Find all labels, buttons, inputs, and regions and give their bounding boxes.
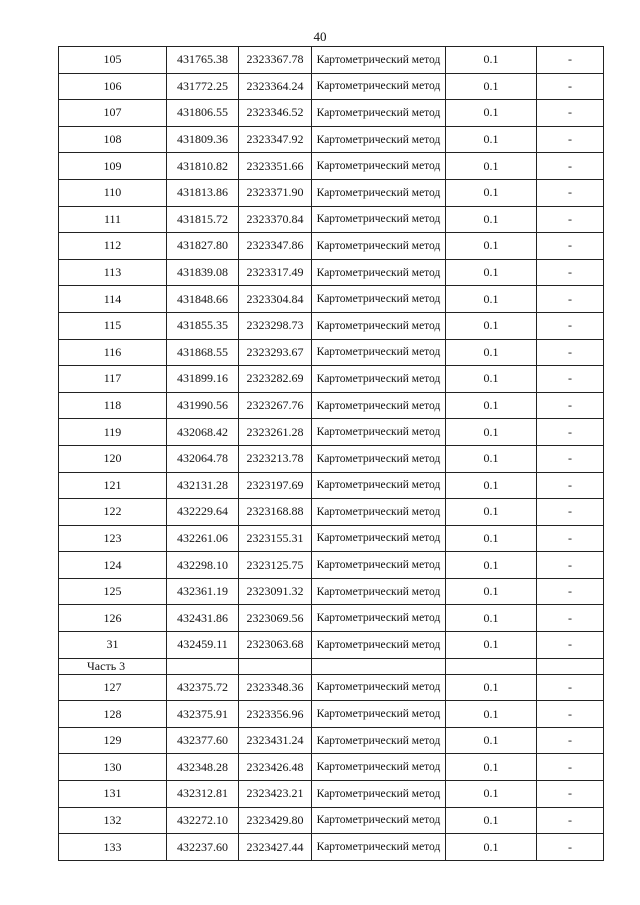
x-coordinate-cell: 431990.56 (167, 392, 239, 419)
table-body-before-part (59, 47, 604, 659)
method-cell: Картометрический метод (312, 73, 446, 100)
accuracy-cell: 0.1 (446, 233, 537, 260)
table-row (59, 259, 604, 286)
empty-cell (312, 658, 446, 674)
x-coordinate-cell: 431868.55 (167, 339, 239, 366)
y-coordinate-cell: 2323370.84 (239, 206, 312, 233)
point-number-cell: 113 (59, 259, 167, 286)
y-coordinate-cell: 2323197.69 (239, 472, 312, 499)
point-number-cell: 112 (59, 233, 167, 260)
y-coordinate-cell: 2323367.78 (239, 47, 312, 74)
x-coordinate-cell: 432377.60 (167, 727, 239, 754)
x-coordinate-cell: 432229.64 (167, 499, 239, 526)
note-cell: - (537, 499, 604, 526)
table-row (59, 605, 604, 632)
method-cell: Картометрический метод (312, 472, 446, 499)
method-cell: Картометрический метод (312, 259, 446, 286)
method-cell: Картометрический метод (312, 100, 446, 127)
method-cell: Картометрический метод (312, 834, 446, 861)
x-coordinate-cell: 431848.66 (167, 286, 239, 313)
method-cell: Картометрический метод (312, 499, 446, 526)
x-coordinate-cell: 431810.82 (167, 153, 239, 180)
x-coordinate-cell: 432064.78 (167, 445, 239, 472)
note-cell: - (537, 727, 604, 754)
note-cell: - (537, 259, 604, 286)
method-cell: Картометрический метод (312, 445, 446, 472)
y-coordinate-cell: 2323168.88 (239, 499, 312, 526)
accuracy-cell: 0.1 (446, 445, 537, 472)
accuracy-cell: 0.1 (446, 834, 537, 861)
point-number-cell: 125 (59, 578, 167, 605)
note-cell: - (537, 73, 604, 100)
point-number-cell: 114 (59, 286, 167, 313)
point-number-cell: 107 (59, 100, 167, 127)
method-cell: Картометрический метод (312, 578, 446, 605)
table-row (59, 834, 604, 861)
note-cell: - (537, 445, 604, 472)
method-cell: Картометрический метод (312, 605, 446, 632)
y-coordinate-cell: 2323069.56 (239, 605, 312, 632)
x-coordinate-cell: 431899.16 (167, 366, 239, 393)
table-row (59, 100, 604, 127)
note-cell: - (537, 578, 604, 605)
table-row (59, 153, 604, 180)
note-cell: - (537, 312, 604, 339)
empty-cell (446, 658, 537, 674)
method-cell: Картометрический метод (312, 807, 446, 834)
part-label: Часть 3 (59, 658, 167, 674)
point-number-cell: 119 (59, 419, 167, 446)
method-cell: Картометрический метод (312, 781, 446, 808)
y-coordinate-cell: 2323426.48 (239, 754, 312, 781)
table-row (59, 781, 604, 808)
empty-cell (537, 658, 604, 674)
method-cell: Картометрический метод (312, 179, 446, 206)
table-row (59, 392, 604, 419)
x-coordinate-cell: 432459.11 (167, 632, 239, 659)
y-coordinate-cell: 2323347.92 (239, 126, 312, 153)
y-coordinate-cell: 2323346.52 (239, 100, 312, 127)
note-cell: - (537, 834, 604, 861)
table-row (59, 674, 604, 701)
point-number-cell: 124 (59, 552, 167, 579)
method-cell: Картометрический метод (312, 153, 446, 180)
y-coordinate-cell: 2323293.67 (239, 339, 312, 366)
table-row (59, 47, 604, 74)
y-coordinate-cell: 2323356.96 (239, 701, 312, 728)
point-number-cell: 117 (59, 366, 167, 393)
method-cell: Картометрический метод (312, 366, 446, 393)
x-coordinate-cell: 432272.10 (167, 807, 239, 834)
accuracy-cell: 0.1 (446, 781, 537, 808)
y-coordinate-cell: 2323364.24 (239, 73, 312, 100)
y-coordinate-cell: 2323429.80 (239, 807, 312, 834)
method-cell: Картометрический метод (312, 674, 446, 701)
accuracy-cell: 0.1 (446, 419, 537, 446)
note-cell: - (537, 807, 604, 834)
point-number-cell: 128 (59, 701, 167, 728)
point-number-cell: 111 (59, 206, 167, 233)
method-cell: Картометрический метод (312, 754, 446, 781)
x-coordinate-cell: 432431.86 (167, 605, 239, 632)
x-coordinate-cell: 432261.06 (167, 525, 239, 552)
accuracy-cell: 0.1 (446, 605, 537, 632)
point-number-cell: 110 (59, 179, 167, 206)
point-number-cell: 133 (59, 834, 167, 861)
x-coordinate-cell: 432068.42 (167, 419, 239, 446)
accuracy-cell: 0.1 (446, 632, 537, 659)
table-body-part-header (59, 658, 604, 674)
note-cell: - (537, 286, 604, 313)
y-coordinate-cell: 2323371.90 (239, 179, 312, 206)
note-cell: - (537, 179, 604, 206)
table-row (59, 366, 604, 393)
point-number-cell: 106 (59, 73, 167, 100)
y-coordinate-cell: 2323317.49 (239, 259, 312, 286)
note-cell: - (537, 701, 604, 728)
empty-cell (167, 658, 239, 674)
point-number-cell: 116 (59, 339, 167, 366)
x-coordinate-cell: 431855.35 (167, 312, 239, 339)
y-coordinate-cell: 2323347.86 (239, 233, 312, 260)
method-cell: Картометрический метод (312, 552, 446, 579)
point-number-cell: 132 (59, 807, 167, 834)
note-cell: - (537, 552, 604, 579)
table-row (59, 286, 604, 313)
accuracy-cell: 0.1 (446, 701, 537, 728)
y-coordinate-cell: 2323261.28 (239, 419, 312, 446)
point-number-cell: 126 (59, 605, 167, 632)
x-coordinate-cell: 432298.10 (167, 552, 239, 579)
point-number-cell: 108 (59, 126, 167, 153)
point-number-cell: 130 (59, 754, 167, 781)
point-number-cell: 31 (59, 632, 167, 659)
accuracy-cell: 0.1 (446, 312, 537, 339)
point-number-cell: 115 (59, 312, 167, 339)
point-number-cell: 129 (59, 727, 167, 754)
accuracy-cell: 0.1 (446, 366, 537, 393)
note-cell: - (537, 153, 604, 180)
note-cell: - (537, 632, 604, 659)
note-cell: - (537, 605, 604, 632)
x-coordinate-cell: 432348.28 (167, 754, 239, 781)
table-row (59, 754, 604, 781)
x-coordinate-cell: 431772.25 (167, 73, 239, 100)
note-cell: - (537, 781, 604, 808)
method-cell: Картометрический метод (312, 392, 446, 419)
accuracy-cell: 0.1 (446, 179, 537, 206)
accuracy-cell: 0.1 (446, 674, 537, 701)
x-coordinate-cell: 431806.55 (167, 100, 239, 127)
y-coordinate-cell: 2323282.69 (239, 366, 312, 393)
note-cell: - (537, 392, 604, 419)
note-cell: - (537, 339, 604, 366)
x-coordinate-cell: 432312.81 (167, 781, 239, 808)
accuracy-cell: 0.1 (446, 47, 537, 74)
point-number-cell: 120 (59, 445, 167, 472)
x-coordinate-cell: 432375.91 (167, 701, 239, 728)
x-coordinate-cell: 431827.80 (167, 233, 239, 260)
method-cell: Картометрический метод (312, 419, 446, 446)
page-number: 40 (313, 29, 327, 44)
note-cell: - (537, 525, 604, 552)
y-coordinate-cell: 2323155.31 (239, 525, 312, 552)
point-number-cell: 131 (59, 781, 167, 808)
method-cell: Картометрический метод (312, 233, 446, 260)
table-row (59, 312, 604, 339)
table-row (59, 552, 604, 579)
x-coordinate-cell: 431839.08 (167, 259, 239, 286)
note-cell: - (537, 233, 604, 260)
table-row (59, 525, 604, 552)
note-cell: - (537, 126, 604, 153)
x-coordinate-cell: 431765.38 (167, 47, 239, 74)
note-cell: - (537, 674, 604, 701)
table-row (59, 807, 604, 834)
accuracy-cell: 0.1 (446, 392, 537, 419)
table-row (59, 233, 604, 260)
table-row (59, 445, 604, 472)
y-coordinate-cell: 2323267.76 (239, 392, 312, 419)
table-row (59, 632, 604, 659)
table-row (59, 339, 604, 366)
part-row (59, 658, 604, 674)
accuracy-cell: 0.1 (446, 126, 537, 153)
accuracy-cell: 0.1 (446, 727, 537, 754)
accuracy-cell: 0.1 (446, 259, 537, 286)
table-row (59, 179, 604, 206)
x-coordinate-cell: 431813.86 (167, 179, 239, 206)
point-number-cell: 122 (59, 499, 167, 526)
x-coordinate-cell: 431809.36 (167, 126, 239, 153)
y-coordinate-cell: 2323091.32 (239, 578, 312, 605)
table-body-after-part (59, 674, 604, 860)
method-cell: Картометрический метод (312, 339, 446, 366)
coordinates-table (58, 46, 604, 861)
accuracy-cell: 0.1 (446, 153, 537, 180)
y-coordinate-cell: 2323298.73 (239, 312, 312, 339)
method-cell: Картометрический метод (312, 727, 446, 754)
table-row (59, 701, 604, 728)
method-cell: Картометрический метод (312, 701, 446, 728)
x-coordinate-cell: 432237.60 (167, 834, 239, 861)
table-row (59, 126, 604, 153)
y-coordinate-cell: 2323063.68 (239, 632, 312, 659)
table-row (59, 73, 604, 100)
y-coordinate-cell: 2323431.24 (239, 727, 312, 754)
note-cell: - (537, 419, 604, 446)
y-coordinate-cell: 2323213.78 (239, 445, 312, 472)
method-cell: Картометрический метод (312, 126, 446, 153)
accuracy-cell: 0.1 (446, 206, 537, 233)
point-number-cell: 105 (59, 47, 167, 74)
method-cell: Картометрический метод (312, 286, 446, 313)
empty-cell (239, 658, 312, 674)
note-cell: - (537, 472, 604, 499)
note-cell: - (537, 206, 604, 233)
accuracy-cell: 0.1 (446, 339, 537, 366)
accuracy-cell: 0.1 (446, 73, 537, 100)
accuracy-cell: 0.1 (446, 525, 537, 552)
table-row (59, 578, 604, 605)
note-cell: - (537, 754, 604, 781)
accuracy-cell: 0.1 (446, 499, 537, 526)
x-coordinate-cell: 432375.72 (167, 674, 239, 701)
method-cell: Картометрический метод (312, 206, 446, 233)
y-coordinate-cell: 2323351.66 (239, 153, 312, 180)
accuracy-cell: 0.1 (446, 552, 537, 579)
point-number-cell: 123 (59, 525, 167, 552)
note-cell: - (537, 47, 604, 74)
y-coordinate-cell: 2323348.36 (239, 674, 312, 701)
table-row (59, 419, 604, 446)
accuracy-cell: 0.1 (446, 807, 537, 834)
y-coordinate-cell: 2323125.75 (239, 552, 312, 579)
note-cell: - (537, 366, 604, 393)
table-row (59, 727, 604, 754)
x-coordinate-cell: 432131.28 (167, 472, 239, 499)
note-cell: - (537, 100, 604, 127)
y-coordinate-cell: 2323427.44 (239, 834, 312, 861)
accuracy-cell: 0.1 (446, 100, 537, 127)
point-number-cell: 118 (59, 392, 167, 419)
y-coordinate-cell: 2323423.21 (239, 781, 312, 808)
method-cell: Картометрический метод (312, 312, 446, 339)
method-cell: Картометрический метод (312, 47, 446, 74)
point-number-cell: 109 (59, 153, 167, 180)
point-number-cell: 127 (59, 674, 167, 701)
table-row (59, 206, 604, 233)
table-row (59, 499, 604, 526)
y-coordinate-cell: 2323304.84 (239, 286, 312, 313)
accuracy-cell: 0.1 (446, 754, 537, 781)
x-coordinate-cell: 431815.72 (167, 206, 239, 233)
accuracy-cell: 0.1 (446, 472, 537, 499)
method-cell: Картометрический метод (312, 632, 446, 659)
table-row (59, 472, 604, 499)
method-cell: Картометрический метод (312, 525, 446, 552)
x-coordinate-cell: 432361.19 (167, 578, 239, 605)
accuracy-cell: 0.1 (446, 578, 537, 605)
point-number-cell: 121 (59, 472, 167, 499)
accuracy-cell: 0.1 (446, 286, 537, 313)
